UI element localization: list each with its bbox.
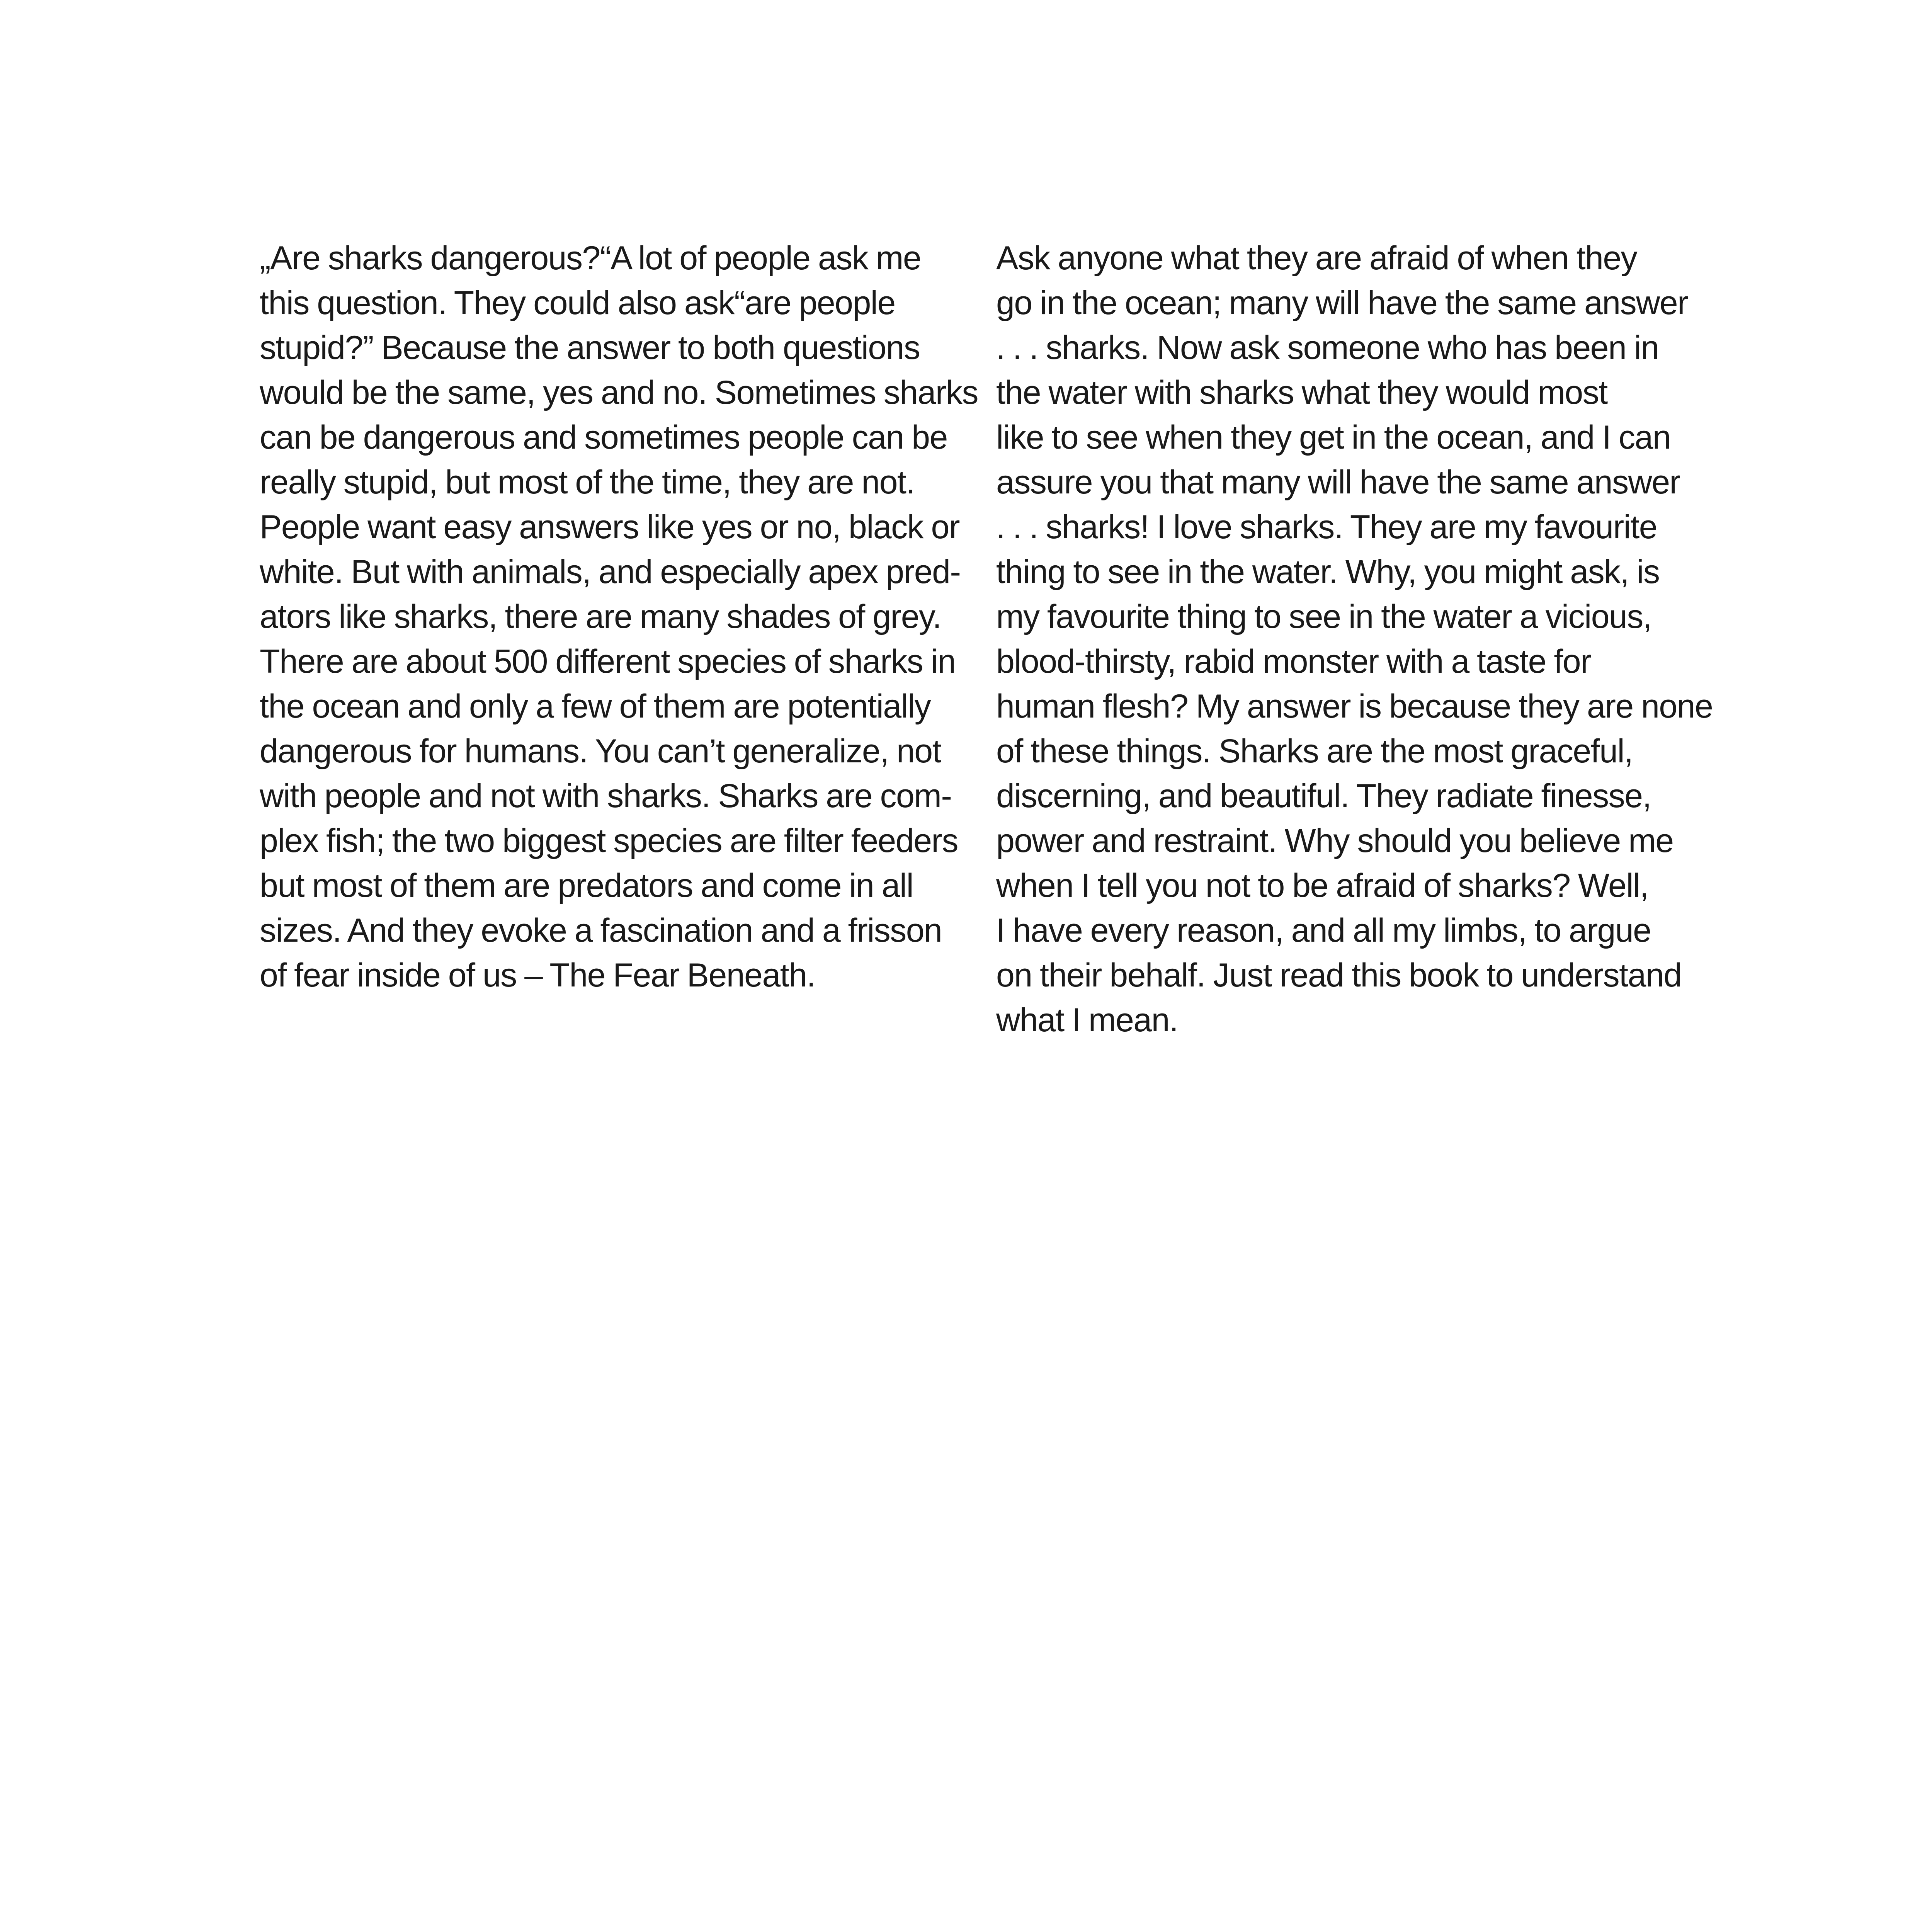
text-line: on their behalf. Just read this book to understand xyxy=(996,957,1682,994)
text-line: human flesh? My answer is because they are none xyxy=(996,688,1713,725)
text-line: when I tell you not to be afraid of sharks? Well, xyxy=(996,867,1648,904)
blurb-right-column xyxy=(996,236,1713,1043)
text-line: this question. They could also ask“are people xyxy=(260,284,895,321)
text-line: what I mean. xyxy=(996,1002,1178,1039)
text-line: . . . sharks. Now ask someone who has been in xyxy=(996,329,1659,366)
text-line: my favourite thing to see in the water a vicious, xyxy=(996,598,1652,635)
text-line: People want easy answers like yes or no, black or xyxy=(260,509,959,546)
text-line: stupid?” Because the answer to both questions xyxy=(260,329,920,366)
text-line: I have every reason, and all my limbs, to argue xyxy=(996,912,1651,949)
blurb-text-area xyxy=(0,236,1932,1086)
text-line: but most of them are predators and come in all xyxy=(260,867,913,904)
blurb-left-column xyxy=(260,236,978,998)
text-line: . . . sharks! I love sharks. They are my favourite xyxy=(996,509,1657,546)
text-line: like to see when they get in the ocean, and I can xyxy=(996,419,1671,456)
text-line: with people and not with sharks. Sharks are com- xyxy=(260,777,952,815)
text-line: plex fish; the two biggest species are filter feeders xyxy=(260,822,958,859)
text-line: really stupid, but most of the time, they are not. xyxy=(260,464,915,501)
text-line: thing to see in the water. Why, you might ask, is xyxy=(996,553,1660,590)
text-line: can be dangerous and sometimes people can be xyxy=(260,419,947,456)
text-line: the water with sharks what they would most xyxy=(996,374,1607,411)
text-line: the ocean and only a few of them are potentially xyxy=(260,688,931,725)
text-line: would be the same, yes and no. Sometimes sharks xyxy=(260,374,978,411)
text-line: of these things. Sharks are the most graceful, xyxy=(996,733,1633,770)
text-line: white. But with animals, and especially apex pred- xyxy=(260,553,961,590)
text-line: „Are sharks dangerous?“A lot of people ask me xyxy=(260,240,921,277)
text-line: dangerous for humans. You can’t generalize, not xyxy=(260,733,941,770)
text-line: discerning, and beautiful. They radiate finesse, xyxy=(996,777,1651,815)
text-line: assure you that many will have the same answer xyxy=(996,464,1680,501)
text-line: ators like sharks, there are many shades of grey. xyxy=(260,598,941,635)
text-line: There are about 500 different species of sharks in xyxy=(260,643,956,680)
text-line: of fear inside of us – The Fear Beneath. xyxy=(260,957,815,994)
text-line: go in the ocean; many will have the same answer xyxy=(996,284,1688,321)
text-line: power and restraint. Why should you believe me xyxy=(996,822,1673,859)
text-line: sizes. And they evoke a fascination and a frisson xyxy=(260,912,942,949)
text-line: Ask anyone what they are afraid of when they xyxy=(996,240,1637,277)
text-line: blood-thirsty, rabid monster with a taste for xyxy=(996,643,1591,680)
